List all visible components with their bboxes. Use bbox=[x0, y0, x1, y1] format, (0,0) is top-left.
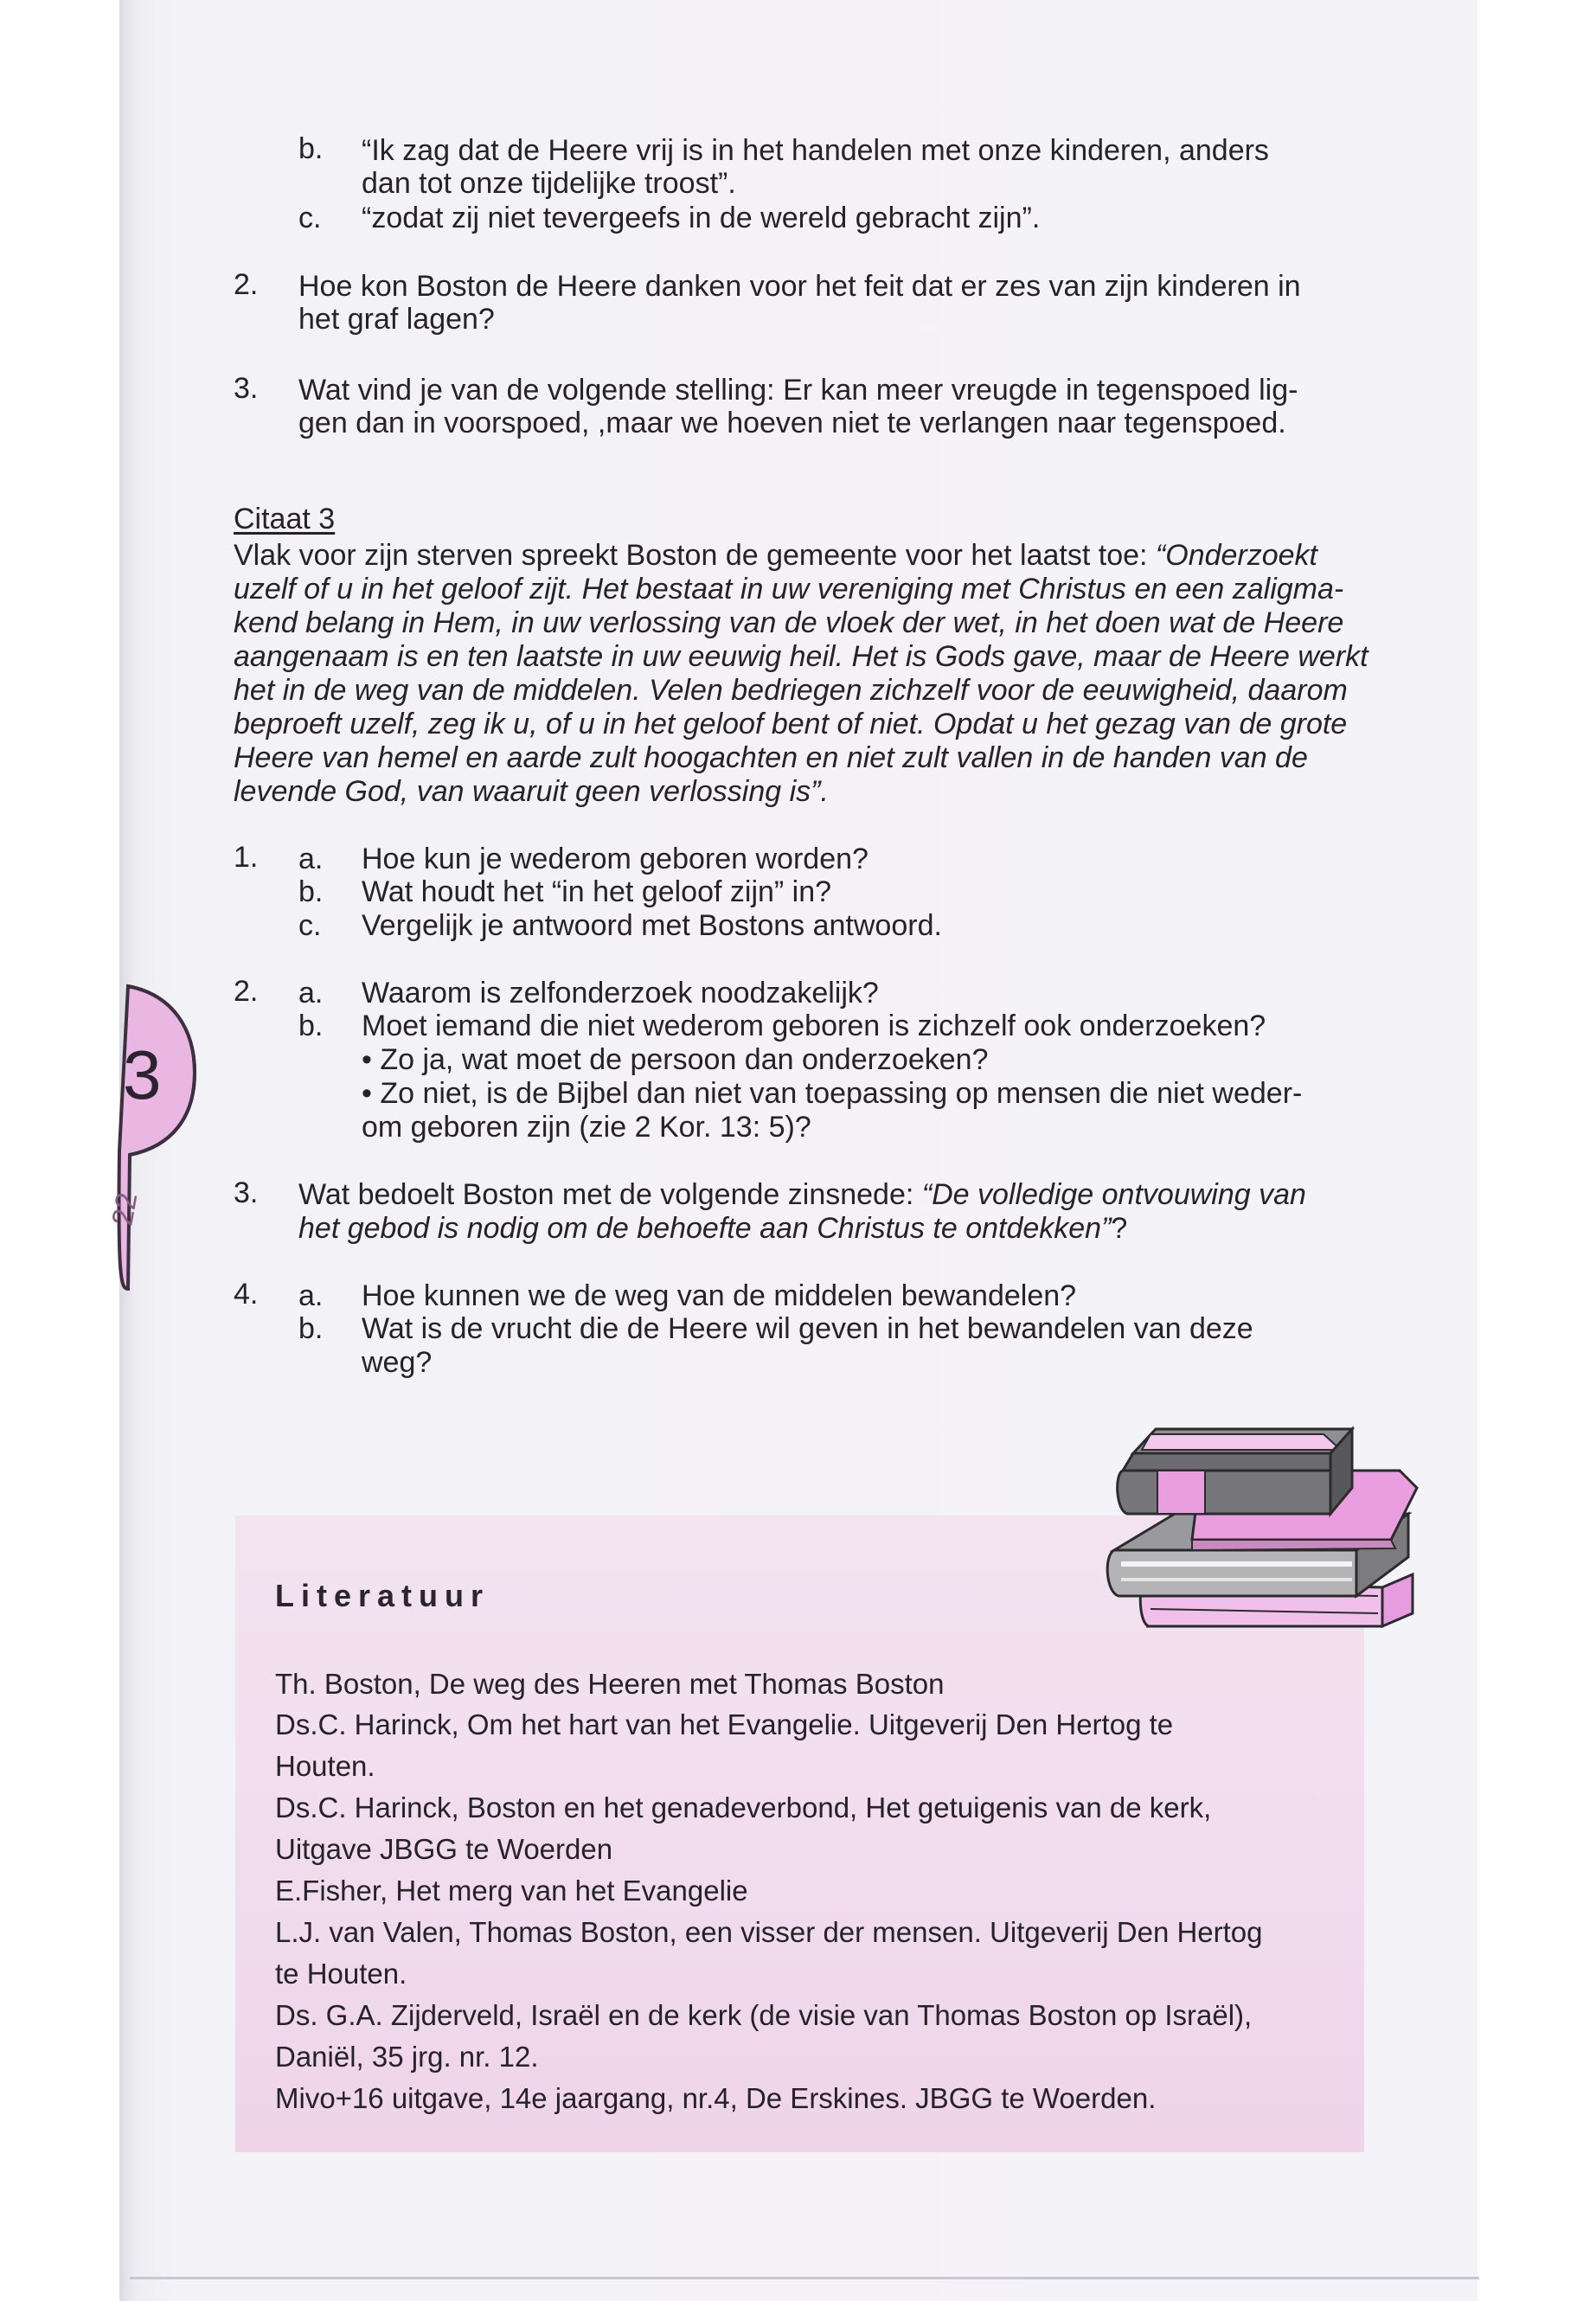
chapter-tab bbox=[104, 977, 199, 1298]
question-text: Hoe kun je wederom geboren worden? bbox=[362, 843, 869, 875]
question-text bbox=[298, 1178, 1306, 1211]
literature-item: L.J. van Valen, Thomas Boston, een visser der mensen. Uitgeverij Den Hertog bbox=[275, 1916, 1263, 1948]
literature-item: Uitgave JBGG te Woerden bbox=[275, 1833, 613, 1865]
page-bottom-edge bbox=[130, 2277, 1479, 2279]
question-bullet: • Zo ja, wat moet de persoon dan onderzoeken? bbox=[362, 1043, 989, 1076]
question-text: Wat houdt het “in het geloof zijn” in? bbox=[362, 875, 832, 908]
question-text: Vergelijk je antwoord met Bostons antwoord. bbox=[362, 909, 942, 942]
question-text: gen dan in voorspoed, ,maar we hoeven niet te verlangen naar tegenspoed. bbox=[298, 407, 1286, 439]
literature-item: Ds.C. Harinck, Boston en het genadeverbond, Het getuigenis van de kerk, bbox=[275, 1791, 1212, 1823]
literature-item: te Houten. bbox=[275, 1958, 407, 1990]
question-label-a: a. bbox=[298, 1279, 324, 1312]
citaat-quote-line: uzelf of u in het geloof zijt. Het bestaat in uw vereniging met Christus en een zaligma- bbox=[234, 573, 1344, 606]
page-number: 22 bbox=[106, 1189, 144, 1228]
question-number-1: 1. bbox=[234, 841, 259, 874]
citaat-quote-line: het in de weg van de middelen. Velen bedriegen zichzelf voor de eeuwigheid, daarom bbox=[234, 674, 1348, 707]
question-mark: ? bbox=[1111, 1212, 1128, 1245]
question-label-c: c. bbox=[298, 202, 322, 234]
question-text bbox=[298, 1212, 1127, 1245]
literature-item: Daniël, 35 jrg. nr. 12. bbox=[275, 2041, 539, 2073]
citaat-quote-line: Heere van hemel en aarde zult hoogachten en niet zult vallen in de handen van de bbox=[234, 741, 1308, 774]
question-label-c: c. bbox=[298, 909, 322, 942]
question-text-quote: “De volledige ontvouwing van bbox=[921, 1178, 1306, 1211]
question-label-a: a. bbox=[298, 843, 324, 875]
chapter-tab-shape bbox=[104, 977, 199, 1298]
question-text: dan tot onze tijdelijke troost”. bbox=[362, 167, 736, 200]
question-text-quote: het gebod is nodig om de behoefte aan Christus te ontdekken” bbox=[298, 1212, 1112, 1245]
literature-item: E.Fisher, Het merg van het Evangelie bbox=[275, 1875, 748, 1907]
literature-item: Ds.C. Harinck, Om het hart van het Evangelie. Uitgeverij Den Hertog te bbox=[275, 1708, 1174, 1740]
question-number-4: 4. bbox=[234, 1278, 259, 1311]
book-icon bbox=[1118, 1429, 1352, 1514]
question-text: Hoe kon Boston de Heere danken voor het feit dat er zes van zijn kinderen in bbox=[298, 270, 1301, 303]
question-text: “Ik zag dat de Heere vrij is in het handelen met onze kinderen, anders bbox=[362, 134, 1269, 167]
question-text: Hoe kunnen we de weg van de middelen bewandelen? bbox=[362, 1279, 1077, 1312]
question-label-b: b. bbox=[298, 1009, 324, 1042]
question-label-a: a. bbox=[298, 977, 324, 1009]
question-text: het graf lagen? bbox=[298, 303, 495, 336]
page-margin bbox=[1477, 0, 1596, 2301]
citaat-quote-line: aangenaam is en ten laatste in uw eeuwig heil. Het is Gods gave, maar de Heere werkt bbox=[234, 640, 1368, 673]
literature-item: Ds. G.A. Zijderveld, Israël en de kerk (de visie van Thomas Boston op Israël), bbox=[275, 1999, 1253, 2031]
citaat-quote-start: “Onderzoekt bbox=[1155, 539, 1318, 572]
question-number-2: 2. bbox=[234, 975, 259, 1008]
literature-item: Th. Boston, De weg des Heeren met Thomas Boston bbox=[275, 1668, 945, 1700]
citaat-quote-line: beproeft uzelf, zeg ik u, of u in het geloof bent of niet. Opdat u het gezag van de grote bbox=[234, 708, 1348, 740]
question-bullet: • Zo niet, is de Bijbel dan niet van toepassing op mensen die niet weder- bbox=[362, 1077, 1303, 1110]
question-label-b: b. bbox=[298, 1312, 324, 1345]
question-text: Wat vind je van de volgende stelling: Er kan meer vreugde in tegenspoed lig- bbox=[298, 374, 1298, 407]
citaat-intro: Vlak voor zijn sterven spreekt Boston de gemeente voor het laatst toe: bbox=[234, 539, 1156, 572]
question-label-b: b. bbox=[298, 132, 324, 165]
question-label-b: b. bbox=[298, 875, 324, 908]
question-number-3: 3. bbox=[234, 1176, 259, 1209]
question-bullet-continuation: om geboren zijn (zie 2 Kor. 13: 5)? bbox=[362, 1111, 811, 1144]
question-text: Wat is de vrucht die de Heere wil geven in het bewandelen van deze bbox=[362, 1312, 1253, 1345]
citaat-quote-line: levende God, van waaruit geen verlossing is”. bbox=[234, 775, 829, 808]
question-text: Moet iemand die niet wederom geboren is zichzelf ook onderzoeken? bbox=[362, 1009, 1266, 1042]
citaat-heading: Citaat 3 bbox=[234, 503, 336, 535]
question-text: weg? bbox=[362, 1346, 433, 1379]
question-number-3: 3. bbox=[234, 372, 259, 405]
question-number-2: 2. bbox=[234, 268, 259, 301]
question-text: Waarom is zelfonderzoek noodzakelijk? bbox=[362, 977, 879, 1009]
chapter-number: 3 bbox=[123, 1036, 162, 1113]
books-illustration bbox=[1097, 1419, 1443, 1670]
literature-item: Mivo+16 uitgave, 14e jaargang, nr.4, De Erskines. JBGG te Woerden. bbox=[275, 2082, 1157, 2114]
citaat-intro-line bbox=[234, 539, 1317, 572]
question-text: “zodat zij niet tevergeefs in de wereld gebracht zijn”. bbox=[362, 202, 1041, 234]
literature-item: Houten. bbox=[275, 1750, 375, 1782]
citaat-quote-line: kend belang in Hem, in uw verlossing van de vloek der wet, in het doen wat de Heere bbox=[234, 606, 1344, 639]
question-text-plain: Wat bedoelt Boston met de volgende zinsnede: bbox=[298, 1178, 922, 1211]
literature-title: Literatuur bbox=[275, 1578, 490, 1613]
